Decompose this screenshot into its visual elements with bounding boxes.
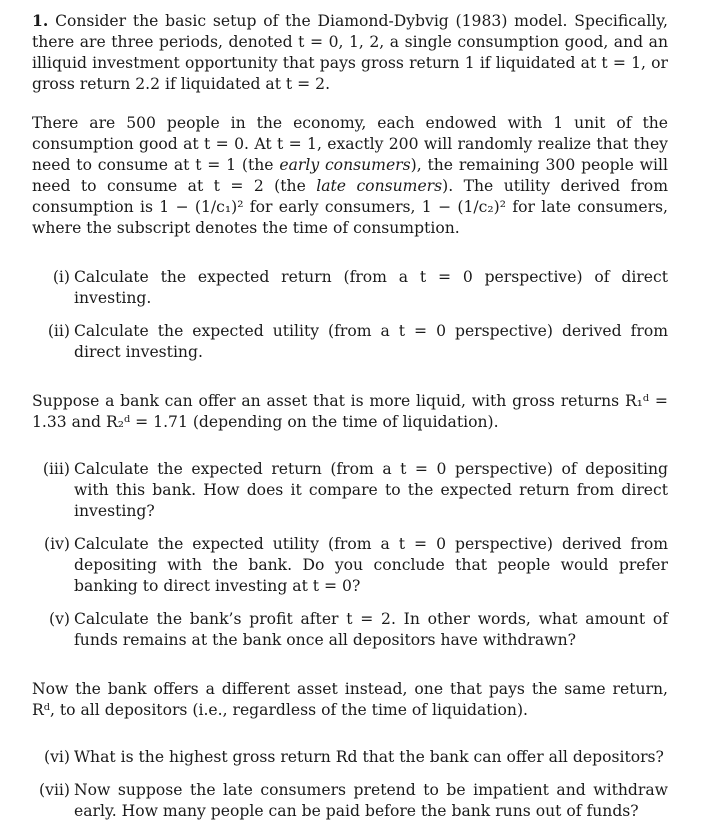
early-consumers-term: early consumers (279, 156, 411, 174)
question-number: (v) (49, 610, 70, 628)
late-consumers-term: late consumers (316, 177, 443, 195)
question-list-3 (32, 747, 668, 822)
question-item (32, 534, 668, 597)
question-text: What is the highest gross return Rd that the bank can offer all depositors? (74, 748, 664, 766)
question-item (32, 609, 668, 651)
question-list-1 (32, 267, 668, 363)
question-number: (vii) (39, 781, 70, 799)
question-item (32, 780, 668, 822)
question-text: Calculate the expected return (from a t = 0 perspective) of depositing with this bank. How does it compare to the expected return from direct investing? (74, 460, 668, 520)
problem-intro (32, 10, 668, 95)
question-text: Calculate the bank’s profit after t = 2. In other words, what amount of funds remains at the bank once all depositors have withdrawn? (74, 610, 668, 649)
setup-paragraph (32, 113, 668, 239)
problem-number: 1. (32, 11, 49, 30)
intro-text: Consider the basic setup of the Diamond-Dybvig (1983) model. Specifically, there are three periods, denoted t = 0, 1, 2, a single consumption good, and an illiquid investment opportunity that pays gross return 1 if liquidated at t = 1, or gross return 2.2 if liquidated at t = 2. (32, 12, 668, 93)
setup-text-2: ), the remaining 300 people will need to consume at t = 2 (the (32, 156, 668, 195)
bank-paragraph: Suppose a bank can offer an asset that is more liquid, with gross returns R₁ᵈ = 1.33 and R₂ᵈ = 1.71 (depending on the time of liquidation). (32, 392, 668, 431)
question-number: (vi) (44, 748, 70, 766)
question-number: (iv) (44, 535, 70, 553)
question-text: Now suppose the late consumers pretend to be impatient and withdraw early. How many people can be paid before the bank runs out of funds? (74, 781, 668, 820)
question-number: (ii) (47, 322, 70, 340)
question-text: Calculate the expected utility (from a t = 0 perspective) derived from depositing with the bank. Do you conclude that people would prefer banking to direct investing at t = 0? (74, 535, 668, 595)
question-list-2 (32, 459, 668, 651)
setup-text-3: ). The utility derived from consumption is 1 − (1/c₁)² for early consumers, 1 − (1/c₂)² for late consumers, where the subscript denotes the time of consumption. (32, 177, 668, 237)
question-text: Calculate the expected utility (from a t = 0 perspective) derived from direct investing. (74, 322, 668, 361)
question-item (32, 267, 668, 309)
question-number: (i) (52, 268, 70, 286)
new-asset-paragraph: Now the bank offers a different asset instead, one that pays the same return, Rᵈ, to all depositors (i.e., regardless of the time of liquidation). (32, 680, 668, 719)
setup-text-1: There are 500 people in the economy, each endowed with 1 unit of the consumption good at t = 0. At t = 1, exactly 200 will randomly realize that they need to consume at t = 1 (the (32, 114, 668, 174)
question-text: Calculate the expected return (from a t = 0 perspective) of direct investing. (74, 268, 668, 307)
question-item (32, 459, 668, 522)
question-item (32, 321, 668, 363)
question-number: (iii) (42, 460, 70, 478)
question-item (32, 747, 668, 768)
